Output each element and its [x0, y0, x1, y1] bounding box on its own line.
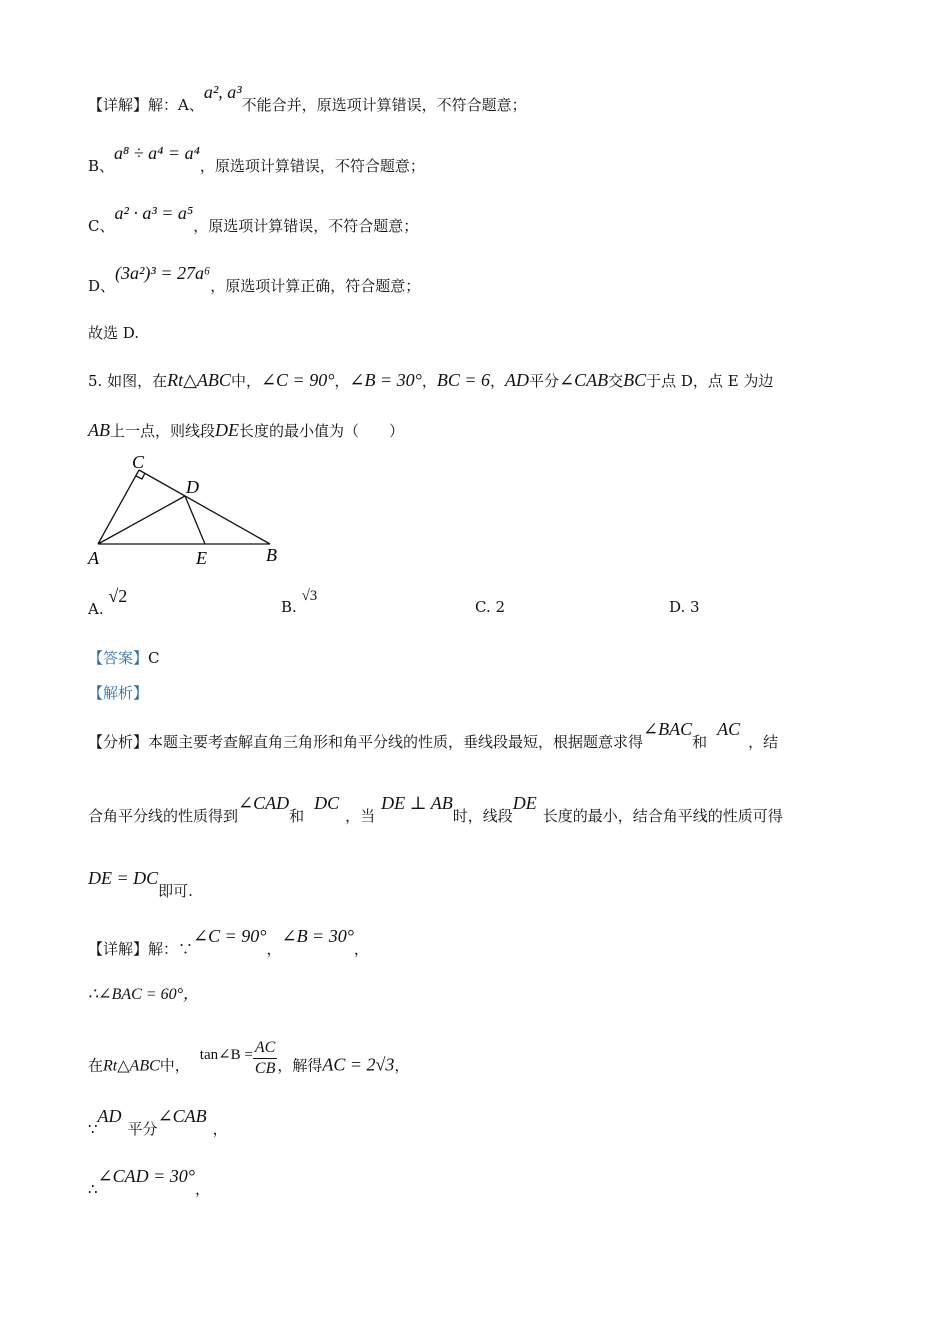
option-b-prefix: B、 [88, 157, 115, 175]
stem-angle-c: ∠C = 90° [260, 370, 335, 390]
option-letter: D. [669, 598, 686, 616]
label-e: E [196, 548, 207, 568]
analysis-math: DE ⊥ AB [381, 793, 453, 813]
analysis-math: DC [314, 793, 340, 813]
answer-value: C [148, 649, 160, 667]
option-value: 3 [690, 598, 700, 616]
option-letter: B. [281, 598, 297, 616]
stem-text: 中， [230, 372, 261, 390]
q5-stem-line1 [88, 370, 773, 391]
option-c-math: a² · a³ = a⁵ [114, 203, 194, 223]
option-d-prefix: D、 [88, 277, 116, 295]
analysis-line1 [88, 719, 779, 752]
analysis-sub-label: 【分析】 [88, 733, 149, 751]
detail-line1 [88, 926, 369, 959]
detail-line2 [88, 984, 199, 1005]
stem-bc2: BC [623, 370, 647, 390]
label-a: A [88, 548, 99, 568]
stem-ad: AD [505, 370, 530, 390]
label-c: C [132, 452, 145, 472]
analysis-math: ∠CAD [238, 793, 290, 813]
detail-line5 [88, 1166, 210, 1199]
detail-text: ，解得 [277, 1056, 323, 1075]
option-b [281, 588, 318, 617]
analysis-text: 本题主要考查解直角三角形和角平分线的性质，垂线段最短，根据题意求得 [148, 733, 644, 751]
analysis-text: 即可. [158, 882, 193, 900]
analysis-text: 合角平分线的性质得到 [88, 807, 239, 825]
detail-text: ∵ [88, 1120, 98, 1138]
option-d [669, 598, 700, 616]
fraction [253, 1038, 277, 1079]
option-a-math: a², a³ [203, 82, 242, 102]
detail-math: ∠C = 90° [193, 926, 267, 946]
detail-math: Rt△ABC [103, 1057, 160, 1075]
q5-stem-line2 [88, 420, 404, 441]
stem-text: 长度的最小值为（ ） [239, 422, 405, 440]
detail-math: ∠CAB [157, 1106, 207, 1126]
option-c-prefix: C、 [88, 217, 115, 235]
label-b: B [266, 545, 277, 565]
stem-text: 上一点，则线段 [110, 422, 216, 440]
detail-math: ∠B = 30° [281, 926, 354, 946]
detail-line4 [88, 1106, 228, 1139]
fraction-denominator: CB [254, 1060, 276, 1077]
analysis-text: 和 [692, 733, 708, 751]
analysis-line3 [88, 868, 193, 901]
stem-sep: ， [334, 372, 350, 390]
stem-text: 于点 D，点 E 为边 [646, 372, 774, 390]
option-value: √3 [301, 588, 318, 604]
fraction-numerator: AC [253, 1038, 277, 1059]
segment-de [185, 496, 205, 544]
option-a-text: 不能合并，原选项计算错误，不符合题意； [241, 96, 527, 114]
detail-math: AC = 2√3 [322, 1054, 395, 1075]
stem-sep: ， [490, 372, 506, 390]
analysis-text: 长度的最小，结合角平线的性质可得 [542, 807, 783, 825]
detail-text: 平分 [127, 1120, 158, 1138]
detail-math: ∠CAD = 30° [97, 1166, 195, 1186]
stem-text: 平分 [529, 372, 560, 390]
stem-sep: ， [421, 372, 437, 390]
q4-line-b [88, 143, 425, 176]
q4-conclusion: 故选 D. [88, 324, 140, 342]
analysis-math: ∠BAC [643, 719, 693, 739]
analysis-text: 时，线段 [452, 807, 513, 825]
detail-math: tan∠B = [199, 1046, 253, 1063]
stem-rt-triangle: Rt△ABC [167, 370, 231, 390]
option-b-math: a⁸ ÷ a⁴ = a⁴ [114, 143, 200, 163]
analysis-text: 和 [289, 807, 305, 825]
analysis-text: ，当 [345, 807, 376, 825]
option-value: 2 [495, 598, 506, 616]
detail-line3 [88, 1039, 410, 1087]
stem-text: 5. 如图，在 [88, 372, 168, 390]
analysis-line2 [88, 793, 783, 826]
stem-de: DE [215, 420, 240, 440]
detail-math: AD [97, 1106, 122, 1126]
analysis-math: DE [512, 793, 537, 813]
triangle-figure [84, 448, 294, 572]
option-c [475, 598, 505, 616]
q4-line-a [88, 82, 527, 115]
answer-line [88, 648, 160, 668]
stem-angle-cab: ∠CAB [559, 370, 609, 390]
detail-text: 在 [88, 1056, 104, 1075]
option-a [88, 586, 128, 619]
stem-ab: AB [88, 420, 110, 440]
analysis-text: ，结 [748, 733, 779, 751]
option-b-text: ，原选项计算错误，不符合题意； [199, 157, 425, 175]
analysis-math: AC [717, 719, 741, 739]
detail-text: ， [212, 1120, 228, 1138]
option-a-prefix: 解：A、 [148, 96, 204, 114]
detail-label: 【详解】 [88, 940, 149, 958]
stem-text: 交 [608, 372, 624, 390]
option-letter: C. [475, 598, 491, 616]
analysis-math: DE = DC [88, 868, 159, 888]
detail-text: ， [266, 940, 282, 958]
detail-text: ， [394, 1056, 410, 1075]
option-c-text: ，原选项计算错误，不符合题意； [193, 217, 419, 235]
detail-text: ∴ [88, 1180, 98, 1198]
label-d: D [186, 477, 199, 497]
option-value: √2 [108, 586, 128, 606]
option-letter: A. [88, 600, 104, 618]
option-d-math: (3a²)³ = 27a⁶ [115, 263, 211, 283]
segment-cb [139, 470, 270, 544]
answer-label: 【答案】 [88, 649, 149, 667]
detail-text: ， [194, 1180, 210, 1198]
option-d-text: ，原选项计算正确，符合题意； [210, 277, 421, 295]
detail-text: 中， [159, 1056, 190, 1075]
stem-bc: BC = 6 [436, 370, 490, 390]
detail-label: 【详解】 [88, 96, 149, 114]
q4-line-d [88, 263, 421, 296]
detail-math: ∴∠BAC = 60°， [88, 986, 200, 1003]
detail-text: 解：∵ [148, 940, 194, 958]
q4-line-c [88, 203, 419, 236]
analysis-label: 【解析】 [88, 684, 149, 702]
stem-angle-b: ∠B = 30° [349, 370, 422, 390]
detail-text: ， [353, 940, 369, 958]
